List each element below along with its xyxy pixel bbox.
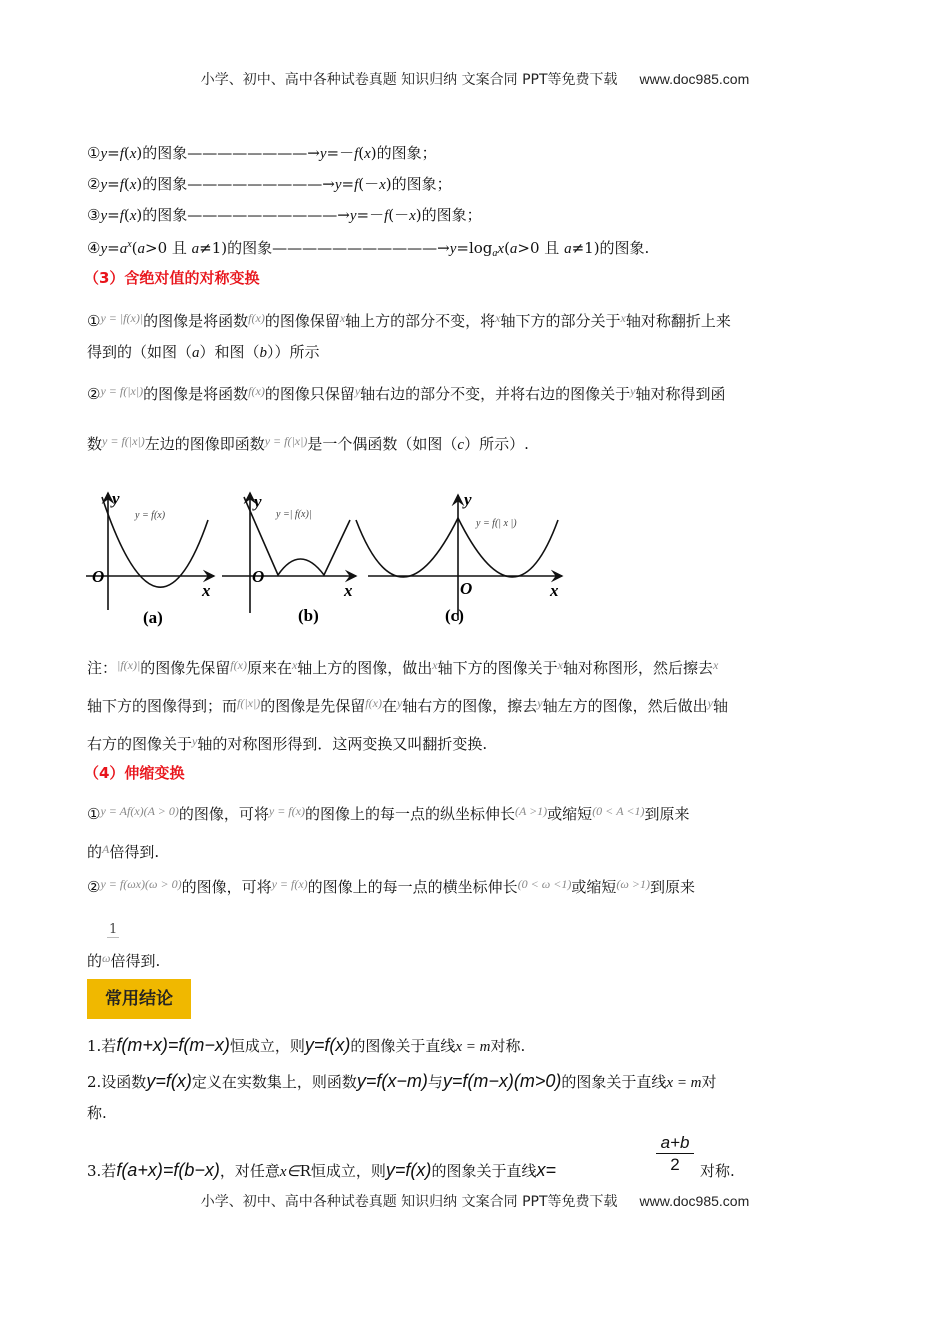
math-expression: y [192, 734, 198, 748]
math-expression: f [354, 146, 359, 162]
fraction-numerator: 1 [109, 922, 118, 937]
text-segment: =log [456, 239, 493, 257]
text-segment: >0 且 [517, 239, 565, 257]
note-line-3 [87, 731, 487, 754]
math-expression: x [129, 146, 137, 162]
text-segment: 到原来 [649, 878, 695, 896]
math-expression: y = f(ωx)(ω > 0) [100, 877, 182, 891]
text-segment: = [107, 175, 120, 193]
text-segment: 或缩短 [571, 878, 617, 896]
fraction-denominator: 2 [670, 1155, 680, 1174]
transform-item-4 [87, 235, 649, 264]
origin-label: O [252, 567, 265, 586]
conclusion-3 [87, 1160, 556, 1182]
text-segment: ② [87, 878, 101, 896]
paragraph-abs-1 [87, 308, 731, 331]
math-expression: y [319, 146, 327, 162]
text-segment: =－ [356, 206, 385, 224]
conclusion-1 [87, 1035, 525, 1057]
text-segment: R [299, 1162, 311, 1180]
math-expression: f [384, 208, 389, 224]
footer-text: 小学、初中、高中各种试卷真题 知识归纳 文案合同 PPT等免费下载 [200, 1194, 618, 1210]
text-segment: 的 [87, 952, 103, 970]
transform-item-1 [87, 143, 437, 164]
origin-label: O [92, 567, 105, 586]
scaling-item-2-cont [87, 948, 160, 971]
math-expression: x= [536, 1160, 556, 1180]
math-expression: f(x) [248, 311, 265, 325]
math-expression: f [119, 177, 124, 193]
text-segment: )的图象—————————→ [136, 175, 335, 193]
axis-label-x: x [202, 581, 211, 600]
text-segment: 3.若 [87, 1162, 117, 1180]
text-segment: ( [131, 239, 138, 257]
text-segment: ② [87, 385, 101, 403]
math-expression: a [192, 345, 200, 361]
math-expression: A [102, 842, 110, 856]
text-segment: =－ [326, 144, 355, 162]
text-segment: 的图像，可将 [181, 878, 272, 896]
text-segment: 轴下方的图像得到；而 [87, 697, 238, 715]
math-expression: y [537, 696, 543, 710]
math-expression: y = f(|x|) [264, 434, 308, 448]
note-line-2 [87, 693, 728, 716]
text-segment: 倍得到. [109, 843, 160, 861]
text-segment: 轴对称得到函 [635, 385, 726, 403]
math-expression: x [409, 208, 416, 224]
math-expression: x [339, 311, 346, 325]
math-expression: x [557, 658, 563, 672]
section-heading-3 [84, 268, 259, 288]
text-segment: )的图象——————————→ [136, 206, 350, 224]
math-expression: x [620, 311, 626, 325]
text-segment: )的图象————————→ [136, 144, 320, 162]
text-segment: )的图象； [415, 206, 482, 224]
scaling-item-1 [87, 801, 690, 824]
text-segment: 轴对称图形，然后擦去 [562, 659, 713, 677]
text-segment: 1.若 [87, 1037, 117, 1055]
math-expression: f [354, 177, 359, 193]
header-url: www.doc985.com [639, 71, 750, 87]
text-segment: )的图象； [385, 175, 452, 193]
text-segment: 的图象关于直线 [431, 1162, 537, 1180]
math-expression: y = f(|x|) [100, 384, 144, 398]
text-segment: ① [87, 312, 101, 330]
caption-a: (a) [143, 608, 163, 627]
text-segment: 轴左方的图像，然后做出 [542, 697, 708, 715]
text-segment: 轴的对称图形得到．这两变换又叫翻折变换. [197, 735, 488, 753]
math-expression: y = f(x) [268, 804, 305, 818]
math-expression: y [630, 384, 636, 398]
text-segment: ① [87, 805, 101, 823]
math-expression: x = m [666, 1075, 702, 1091]
text-segment: 注： [87, 659, 118, 677]
text-segment: 轴 [712, 697, 728, 715]
math-expression: f [119, 146, 124, 162]
transform-item-2 [87, 174, 452, 195]
math-expression: y [334, 177, 342, 193]
text-segment: 定义在实数集上，则函数 [191, 1073, 357, 1091]
math-expression: y = f(|x|) [102, 434, 145, 448]
text-segment: 轴上方的图像，做出 [297, 659, 433, 677]
text-segment: 左边的图像即函数 [144, 435, 265, 453]
text-segment: 的图像先保留 [140, 659, 231, 677]
math-expression: y=f(x−m) [356, 1071, 428, 1091]
scaling-item-2 [87, 874, 695, 897]
math-expression: y [100, 208, 108, 224]
conclusion-3-end [700, 1161, 735, 1181]
math-expression: a [509, 241, 518, 257]
math-expression: c [457, 437, 465, 453]
math-expression: f [119, 208, 124, 224]
paragraph-abs-1-cont [87, 342, 320, 363]
transform-item-3 [87, 205, 482, 226]
math-expression: x [129, 208, 137, 224]
math-expression: y [354, 384, 361, 398]
text-segment: )的图象； [370, 144, 437, 162]
math-expression: y [100, 146, 108, 162]
math-expression: y=f(m−x)(m>0) [442, 1071, 562, 1091]
text-segment: ≠1)的图象. [571, 239, 650, 257]
math-expression: x [712, 658, 719, 672]
math-expression: x∈ [279, 1164, 300, 1180]
text-segment: = [107, 206, 120, 224]
text-segment: = [107, 239, 120, 257]
text-segment: 的图像上的每一点的横坐标伸长 [307, 878, 518, 896]
text-segment: 的图象关于直线 [561, 1073, 667, 1091]
text-segment: ( [123, 144, 130, 162]
text-segment: 恒成立，则 [310, 1162, 386, 1180]
math-expression: x [432, 658, 438, 672]
math-expression: x [495, 311, 501, 325]
text-segment: 到原来 [644, 805, 690, 823]
math-expression: a [119, 241, 128, 257]
graph-c [356, 495, 562, 620]
text-segment: 的图像上的每一点的纵坐标伸长 [304, 805, 515, 823]
text-segment: ）和图（ [199, 343, 260, 361]
math-expression: (A >1) [514, 804, 548, 818]
math-expression: y=f(x) [304, 1035, 351, 1055]
formula-c: y = f(| x |) [476, 518, 517, 529]
math-expression: y = Af(x)(A > 0) [100, 804, 179, 818]
text-segment: 数 [87, 435, 103, 453]
math-expression: y [100, 241, 108, 257]
math-expression: f(a+x)=f(b−x) [116, 1160, 220, 1180]
text-segment: ④ [87, 239, 101, 257]
section-heading-4 [84, 763, 184, 783]
text-segment: = [341, 175, 355, 193]
origin-label: O [460, 579, 473, 598]
text-segment: 对称. [490, 1037, 526, 1055]
text-segment: 对称. [700, 1162, 735, 1180]
text-segment: 是一个偶函数（如图（ [307, 435, 458, 453]
math-expression: f(x) [248, 384, 265, 398]
text-segment: 2.设函数 [87, 1073, 147, 1091]
math-expression: y = f(x) [271, 877, 308, 891]
math-expression: ω [102, 951, 111, 965]
math-expression: x [291, 658, 298, 672]
text-segment: 的 [87, 843, 103, 861]
conclusion-2-cont [87, 1103, 107, 1123]
text-segment: ③ [87, 206, 101, 224]
axis-label-y: y [112, 489, 120, 508]
text-segment: 与 [427, 1073, 443, 1091]
footer-url: www.doc985.com [639, 1193, 750, 1209]
math-expression: f [116, 1035, 122, 1055]
text-segment: ））所示 [267, 343, 320, 361]
text-segment: 轴右边的部分不变，并将右边的图像关于 [360, 385, 631, 403]
text-segment: 轴下方的部分关于 [500, 312, 621, 330]
math-expression: y [396, 696, 403, 710]
math-expression: f(x) [230, 658, 247, 672]
math-expression: (0 < A <1) [592, 804, 645, 818]
text-segment: （3）含绝对值的对称变换 [84, 269, 260, 287]
paragraph-abs-2 [87, 381, 726, 404]
text-segment: 的图像关于直线 [350, 1037, 456, 1055]
curve-c [356, 518, 558, 577]
formula-b: y =| f(x)| [276, 509, 312, 520]
text-segment: 原来在 [246, 659, 292, 677]
math-expression: (0 < ω <1) [517, 877, 572, 891]
text-segment: 恒成立，则 [229, 1037, 305, 1055]
conclusions-heading-box [87, 979, 191, 1019]
text-segment: ( [358, 144, 365, 162]
math-expression: a [191, 241, 200, 257]
text-segment: 对 [701, 1073, 717, 1091]
text-segment: ② [87, 175, 101, 193]
paragraph-abs-2-cont [87, 431, 529, 455]
text-segment: 倍得到. [110, 952, 161, 970]
math-expression: y = |f(x)| [100, 311, 144, 325]
header-text: 小学、初中、高中各种试卷真题 知识归纳 文案合同 PPT等免费下载 [200, 72, 618, 88]
text-segment: = [107, 144, 120, 162]
text-segment: 或缩短 [547, 805, 593, 823]
fraction-numerator: a+b [656, 1133, 694, 1154]
text-segment: ( [123, 206, 130, 224]
text-segment: ，对任意 [219, 1162, 280, 1180]
text-segment: 轴右方的图像，擦去 [402, 697, 538, 715]
math-expression: |f(x)| [117, 658, 141, 672]
math-expression: f(|x|) [237, 696, 261, 710]
conclusions-heading: 常用结论 [105, 989, 173, 1009]
text-segment: 的图像保留 [264, 312, 340, 330]
text-segment: ( [504, 239, 510, 257]
math-expression: f(x) [365, 696, 382, 710]
conclusion-2 [87, 1071, 717, 1093]
text-segment: 称. [87, 1104, 107, 1122]
math-expression: y [449, 241, 457, 257]
text-segment: 的图像是将函数 [143, 385, 249, 403]
text-segment: (－ [388, 206, 410, 224]
text-segment: 右方的图像关于 [87, 735, 193, 753]
math-expression: y [100, 177, 108, 193]
math-expression: (ω >1) [616, 877, 650, 891]
math-expression: x [129, 177, 137, 193]
page-footer [0, 1191, 950, 1211]
text-segment: 轴上方的部分不变，将 [345, 312, 496, 330]
math-expression: x [379, 177, 386, 193]
math-expression: y [349, 208, 357, 224]
math-expression: b [259, 345, 268, 361]
text-segment: 在 [381, 697, 397, 715]
text-segment: 的图像，可将 [178, 805, 269, 823]
text-segment: >0 且 [145, 239, 192, 257]
text-segment: 的图像是将函数 [143, 312, 249, 330]
math-expression: a [564, 241, 572, 257]
math-expression: x = m [455, 1039, 491, 1055]
text-segment: （4）伸缩变换 [84, 764, 185, 782]
math-expression: a [492, 248, 498, 259]
axis-label-y: y [254, 492, 262, 511]
text-segment: 的图像只保留 [264, 385, 355, 403]
text-segment: ( [123, 175, 130, 193]
note-line-1 [87, 655, 718, 678]
math-expression: x [497, 241, 505, 257]
caption-b: (b) [298, 606, 319, 625]
math-expression: a [137, 241, 146, 257]
text-segment: 轴对称翻折上来 [625, 312, 731, 330]
math-expression: y=f(x) [385, 1160, 432, 1180]
caption-c: (c) [445, 606, 464, 625]
math-expression: (m+x)=f(m−x) [121, 1035, 230, 1055]
text-segment: 的图像是先保留 [260, 697, 366, 715]
text-segment: 轴下方的图像关于 [437, 659, 558, 677]
axis-label-y: y [464, 490, 472, 509]
math-expression: y=f(x) [146, 1071, 192, 1091]
page-header [0, 69, 950, 89]
scaling-item-1-cont [87, 839, 159, 862]
text-segment: ≠1)的图象———————————→ [199, 239, 450, 257]
math-expression: y [707, 696, 713, 710]
text-segment: ）所示）. [464, 435, 529, 453]
text-segment: (－ [358, 175, 380, 193]
formula-a: y = f(x) [135, 510, 166, 521]
text-segment: 得到的（如图（ [87, 343, 193, 361]
math-expression: x [127, 239, 132, 250]
graphs-figure [80, 485, 580, 635]
axis-label-x: x [344, 581, 353, 600]
text-segment: ① [87, 144, 101, 162]
fraction-a-plus-b-over-2 [656, 1133, 694, 1176]
axis-label-x: x [550, 581, 559, 600]
math-expression: x [364, 146, 371, 162]
